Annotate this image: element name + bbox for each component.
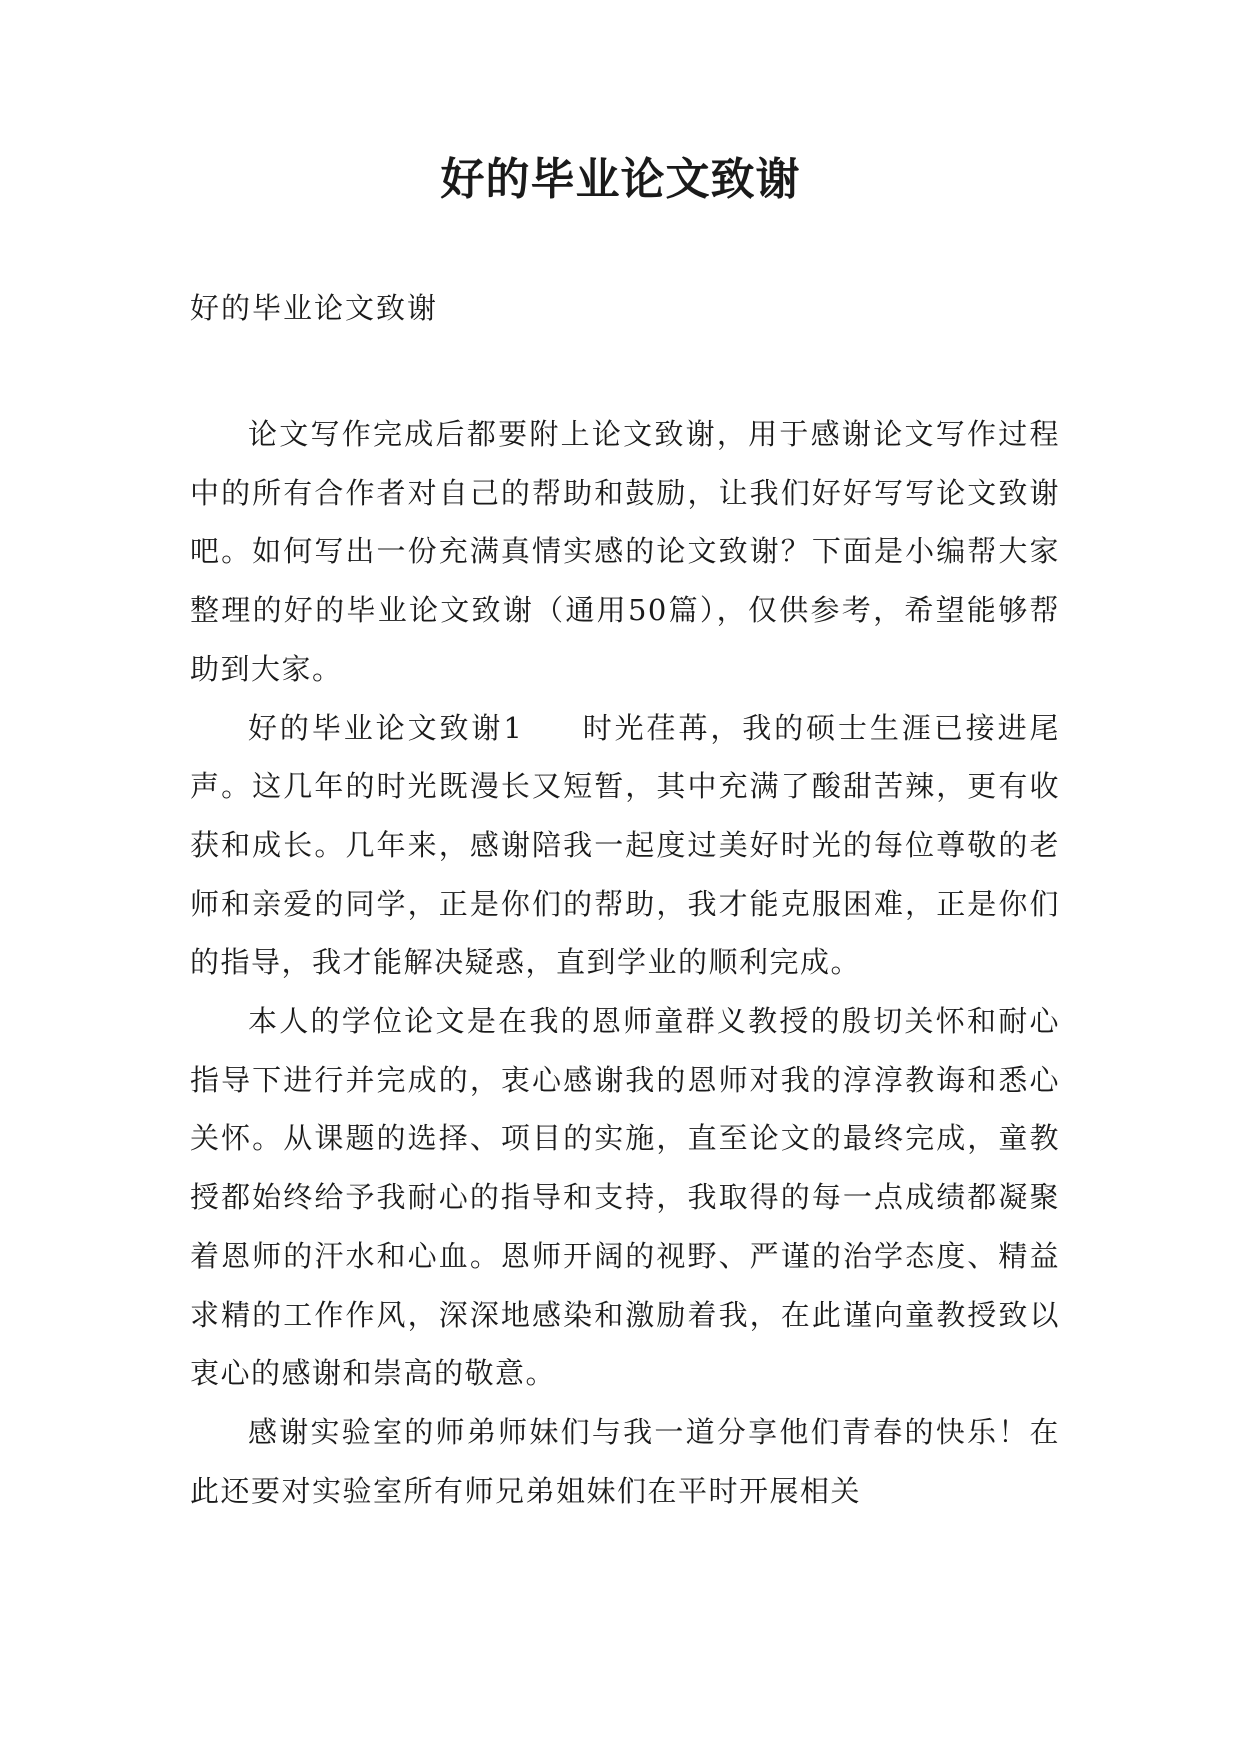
section-1-text: 时光荏苒，我的硕士生涯已接进尾声。这几年的时光既漫长又短暂，其中充满了酸甜苦辣，更有收获和成长。几年来，感谢陪我一起度过美好时光的每位尊敬的老师和亲爱的同学，正是你们的帮助，我才能克服困难，正是你们的指导，我才能解决疑惑，直到学业的顺利完成。 (190, 710, 1060, 980)
section-1-heading: 好的毕业论文致谢1 (248, 710, 524, 745)
body-paragraph: 本人的学位论文是在我的恩师童群义教授的殷切关怀和耐心指导下进行并完成的，衷心感谢我的恩师对我的淳淳教诲和悉心关怀。从课题的选择、项目的实施，直至论文的最终完成，童教授都始终给予我耐心的指导和支持，我取得的每一点成绩都凝聚着恩师的汗水和心血。恩师开阔的视野、严谨的治学态度、精益求精的工作作风，深深地感染和激励着我，在此谨向童教授致以衷心的感谢和崇高的敬意。 (190, 1004, 1060, 1391)
document-subtitle: 好的毕业论文致谢 (190, 291, 439, 325)
document-title: 好的毕业论文致谢 (440, 154, 801, 205)
intro-paragraph: 论文写作完成后都要附上论文致谢，用于感谢论文写作过程中的所有合作者对自己的帮助和鼓励，让我们好好写写论文致谢吧。如何写出一份充满真情实感的论文致谢？下面是小编帮大家整理的好的毕业论文致谢（通用50篇），仅供参考，希望能够帮助到大家。 (190, 417, 1060, 686)
body-paragraph: 感谢实验室的师弟师妹们与我一道分享他们青春的快乐！在此还要对实验室所有师兄弟姐妹们在平时开展相关 (190, 1414, 1060, 1508)
section-1-paragraph (190, 699, 1060, 993)
document-body (190, 405, 1060, 1520)
